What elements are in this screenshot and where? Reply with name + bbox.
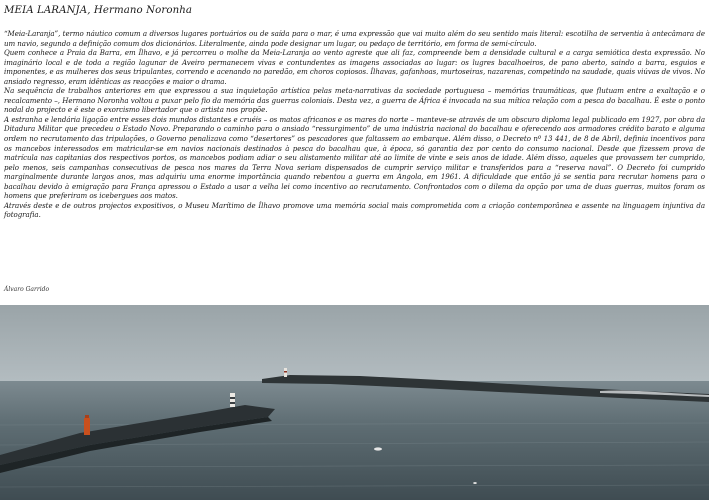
document-title: MEIA LARANJA, Hermano Noronha — [4, 5, 193, 16]
paragraph-3: Na sequência de trabalhos anteriores em que expressou a sua inquietação artística pelas meta-narrativas da sociedade portuguesa – memórias traumáticas, que flutuam entre a exaltação e o recalcamento –, Hermano Noronha voltou a puxar pelo fio da memória das guerras coloniais. Desta vez, a guerra de África é invocada na sua mítica relação com a pesca do bacalhau. É este o ponto nodal do projecto e é este o exorcismo libertador que o artista nos propõe. — [4, 86, 705, 115]
paragraph-4: A estranha e lendária ligação entre esses dois mundos distantes e cruéis – os matos africanos e os mares do norte – manteve-se através de um obscuro diploma legal publicado em 1927, por obra da Ditadura Militar que precedeu o Estado Novo. Preparando o caminho para o ansiado “ressurgimento” de uma indústria nacional do bacalhau e oferecendo aos armadores crédito barato e alguma ordem no recrutamento das tripulações, o Governo penalizava como “desertores” os pescadores que faltassem ao embarque. Além disso, o Decreto nº 13 441, de 8 de Abril, definia incentivos para os mancebos interessados em matricular-se em navios nacionais destinados à pesca do bacalhau que, à época, só garantia dez por cento do consumo nacional. Desde que fizessem prova de matrícula nas capitanias dos respectivos portos, os mancebos podiam adiar o seu alistamento militar até ao limite de vinte e seis anos de idade. Além disso, aqueles que provassem ter cumprido, pelo menos, seis campanhas consecutivas de pesca nos mares da Terra Nova seriam dispensados de cumprir serviço militar e transferidos para a “reserva naval”. O Decreto foi cumprido marginalmente durante largos anos, mas adquiriu uma enorme importância quando rebentou a guerra em Angola, em 1961. A dificuldade que então já se sentia para recrutar homens para o bacalhau devido à emigração para França apressou o Estado a usar a velha lei como incentivo ao recrutamento. Confrontados com o dilema da opção por uma de duas guerras, muitos foram os homens que preferiram os icebergues aos matos. — [4, 114, 705, 201]
author-signature: Álvaro Garrido — [4, 286, 50, 293]
boat-small — [473, 482, 477, 484]
paragraph-5: Através deste e de outros projectos expositivos, o Museu Marítimo de Ílhavo promove uma memória social mais comprometida com a criação contemporânea e assente na linguagem injuntiva da fotografia. — [4, 200, 705, 220]
sky — [0, 305, 709, 381]
red-beacon — [84, 418, 90, 435]
harbour-breakwater-photo — [0, 305, 709, 500]
text-area — [4, 4, 705, 220]
photo-illustration — [0, 305, 709, 500]
paragraph-2: Quem conhece a Praia da Barra, em Ílhavo, e já percorreu o molhe da Meia-Laranja ao vento agreste que ali faz, compreende bem a densidade cultural e a carga semiótica desta expressão. No imaginário local e de toda a região lagunar de Aveiro permanecem vivas e contundentes as imagens associadas ao lugar: os lugres bacalhoeiros, de pano aberto, saindo a barra, esguios e imponentes, e as mulheres dos seus tripulantes, correndo e acenando no paredão, em choros copiosos. Ílhavas, gafanhoas, murtoseiras, nazarenas, competindo na saudade, quais viúvas de vivos. No ansiado regresso, eram idênticas as reacções e maior o drama. — [4, 48, 705, 86]
body-text — [4, 29, 705, 220]
paragraph-1: “Meia-Laranja”, termo náutico comum a diversos lugares portuários ou de saída para o mar, é uma expressão que vai muito além do seu sentido mais literal: escotilha de serventia à antecâmara de um navio, segundo a definição comum dos dicionários. Literalmente, ainda pode designar um lugar, ou pedaço de território, em forma de semi-círculo. — [4, 29, 705, 48]
near-lighthouse — [230, 393, 235, 407]
boat — [374, 447, 382, 450]
